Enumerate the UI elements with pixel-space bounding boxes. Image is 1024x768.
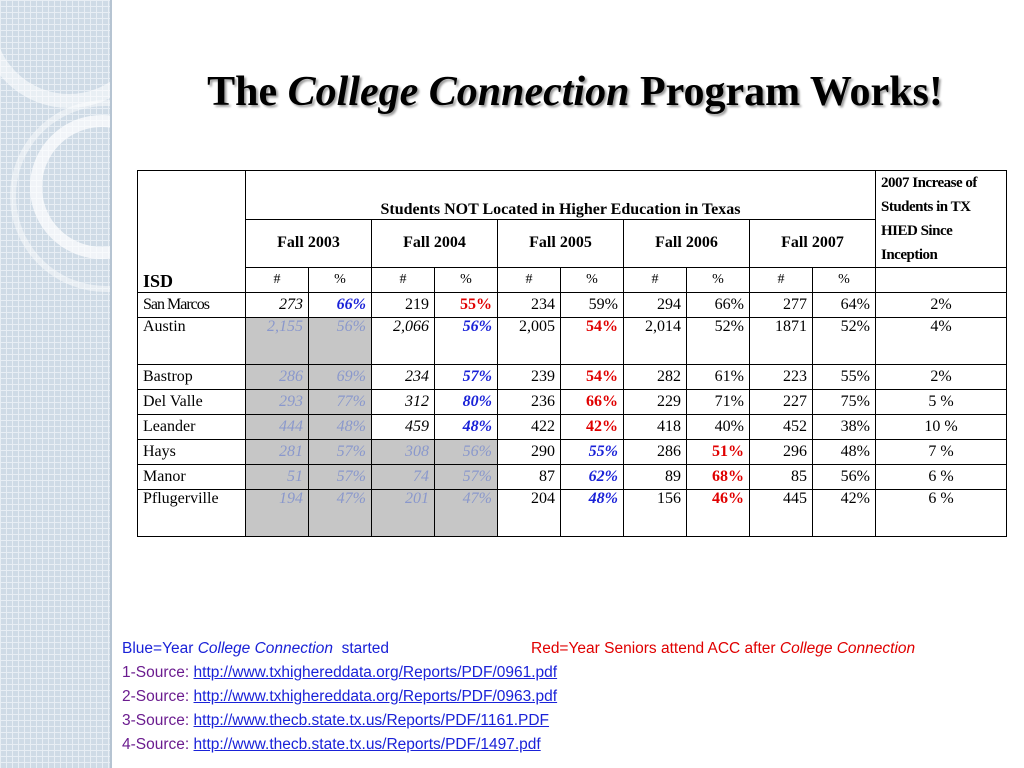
table-cell: 66% [309,293,372,318]
table-cell: 66% [687,293,750,318]
table-cell: 57% [309,465,372,490]
table-cell: 308 [372,440,435,465]
table-cell: 312 [372,390,435,415]
table-cell: 87 [498,465,561,490]
legend-line [122,637,1022,661]
table-cell: 57% [309,440,372,465]
isd-name: Pflugerville [138,490,246,537]
source-link[interactable]: http://www.thecb.state.tx.us/Reports/PDF/1161.PDF [193,712,550,729]
legend-red [531,637,915,661]
table-cell: 51% [687,440,750,465]
source-label: 1-Source: [122,664,194,681]
table-cell: 68% [687,465,750,490]
increase-cell: 7 % [876,440,1007,465]
table-cell: 227 [750,390,813,415]
table-cell: 55% [561,440,624,465]
table-cell: 296 [750,440,813,465]
table-cell: 75% [813,390,876,415]
table-cell: 46% [687,490,750,537]
legend-blue-italic: College Connection [197,640,333,657]
table-cell: 56% [813,465,876,490]
table-cell: 57% [435,365,498,390]
isd-header: ISD [138,171,246,293]
table-cell: 201 [372,490,435,537]
isd-name: Austin [138,318,246,365]
table-row [138,390,1007,415]
year-header: Fall 2007 [750,219,876,268]
source-line [122,733,1022,757]
table-cell: 290 [498,440,561,465]
notes-block [122,637,1022,757]
table-cell: 273 [246,293,309,318]
isd-name: Bastrop [138,365,246,390]
title-prefix: The [207,69,288,115]
table-cell: 2,066 [372,318,435,365]
source-line [122,685,1022,709]
source-label: 2-Source: [122,688,194,705]
table-cell: 51 [246,465,309,490]
sub-header-num: # [624,268,687,293]
table-cell: 1871 [750,318,813,365]
increase-cell: 4% [876,318,1007,365]
table-cell: 64% [813,293,876,318]
table-cell: 452 [750,415,813,440]
table-cell: 281 [246,440,309,465]
table-row [138,365,1007,390]
table-cell: 40% [687,415,750,440]
table-cell: 48% [561,490,624,537]
table-cell: 445 [750,490,813,537]
table-cell: 229 [624,390,687,415]
table-cell: 236 [498,390,561,415]
table-cell: 2,155 [246,318,309,365]
table-cell: 444 [246,415,309,440]
table-cell: 42% [561,415,624,440]
sub-header-num: # [246,268,309,293]
group-header: Students NOT Located in Higher Education in Texas [246,171,876,220]
table-row [138,293,1007,318]
sub-header-num: # [750,268,813,293]
header-row-sub [138,268,1007,293]
table-row [138,490,1007,537]
table-row [138,440,1007,465]
increase-cell: 6 % [876,465,1007,490]
increase-cell: 6 % [876,490,1007,537]
year-header: Fall 2006 [624,219,750,268]
table-row [138,415,1007,440]
sub-header-pct: % [561,268,624,293]
increase-cell: 2% [876,293,1007,318]
source-link[interactable]: http://www.txhighereddata.org/Reports/PDF/0961.pdf [193,664,558,681]
year-header: Fall 2004 [372,219,498,268]
table-cell: 194 [246,490,309,537]
table-cell: 56% [435,440,498,465]
table-cell: 277 [750,293,813,318]
sub-header-pct: % [435,268,498,293]
sub-header-blank [876,268,1007,293]
legend-blue-prefix: Blue=Year [122,640,198,657]
table-row [138,318,1007,365]
table-cell: 56% [309,318,372,365]
table-cell: 234 [498,293,561,318]
legend-blue [122,640,389,657]
decorative-side-strip [0,0,112,768]
table-cell: 47% [309,490,372,537]
table-cell: 52% [687,318,750,365]
table-cell: 286 [246,365,309,390]
source-link[interactable]: http://www.txhighereddata.org/Reports/PDF/0963.pdf [193,688,558,705]
decorative-ring [0,0,112,108]
table-cell: 223 [750,365,813,390]
table-cell: 55% [813,365,876,390]
source-label: 4-Source: [122,736,194,753]
table-cell: 54% [561,318,624,365]
table-cell: 239 [498,365,561,390]
title-suffix: Program Works! [629,69,943,115]
table-cell: 85 [750,465,813,490]
isd-name: San Marcos [138,293,246,318]
table-cell: 48% [813,440,876,465]
title-italic: College Connection [287,69,630,115]
strip-edge [110,0,112,768]
source-label: 3-Source: [122,712,194,729]
increase-cell: 5 % [876,390,1007,415]
table-cell: 418 [624,415,687,440]
table-cell: 71% [687,390,750,415]
slide-title [130,68,1020,116]
year-header: Fall 2005 [498,219,624,268]
sub-header-pct: % [813,268,876,293]
header-row-group [138,171,1007,220]
table-cell: 2,014 [624,318,687,365]
table-row [138,465,1007,490]
table-cell: 156 [624,490,687,537]
table-cell: 89 [624,465,687,490]
table-cell: 204 [498,490,561,537]
table-cell: 56% [435,318,498,365]
table-cell: 66% [561,390,624,415]
year-header: Fall 2003 [246,219,372,268]
legend-red-prefix: Red=Year Seniors attend ACC after [531,640,780,657]
table-cell: 54% [561,365,624,390]
legend-red-italic: College Connection [779,640,916,657]
sub-header-pct: % [309,268,372,293]
increase-header: 2007 Increase of Students in TX HIED Since Inception [876,171,1007,268]
table-cell: 459 [372,415,435,440]
table-cell: 2,005 [498,318,561,365]
table-cell: 234 [372,365,435,390]
increase-cell: 10 % [876,415,1007,440]
legend-blue-suffix: started [333,640,389,657]
table-cell: 80% [435,390,498,415]
sub-header-num: # [498,268,561,293]
table-cell: 286 [624,440,687,465]
isd-name: Hays [138,440,246,465]
table-cell: 294 [624,293,687,318]
table-cell: 42% [813,490,876,537]
sub-header-num: # [372,268,435,293]
table-cell: 422 [498,415,561,440]
increase-cell: 2% [876,365,1007,390]
table-cell: 293 [246,390,309,415]
table-cell: 57% [435,465,498,490]
table-cell: 74 [372,465,435,490]
table-cell: 55% [435,293,498,318]
isd-name: Del Valle [138,390,246,415]
table-cell: 77% [309,390,372,415]
isd-name: Manor [138,465,246,490]
source-link[interactable]: http://www.thecb.state.tx.us/Reports/PDF/1497.pdf [193,736,541,753]
table-cell: 47% [435,490,498,537]
table-cell: 48% [435,415,498,440]
sub-header-pct: % [687,268,750,293]
table-cell: 52% [813,318,876,365]
source-line [122,709,1022,733]
isd-name: Leander [138,415,246,440]
table-cell: 61% [687,365,750,390]
results-table [137,170,1007,537]
table-cell: 48% [309,415,372,440]
table-cell: 62% [561,465,624,490]
table-cell: 282 [624,365,687,390]
table-cell: 59% [561,293,624,318]
source-line [122,661,1022,685]
table-cell: 38% [813,415,876,440]
table-cell: 69% [309,365,372,390]
table-cell: 219 [372,293,435,318]
